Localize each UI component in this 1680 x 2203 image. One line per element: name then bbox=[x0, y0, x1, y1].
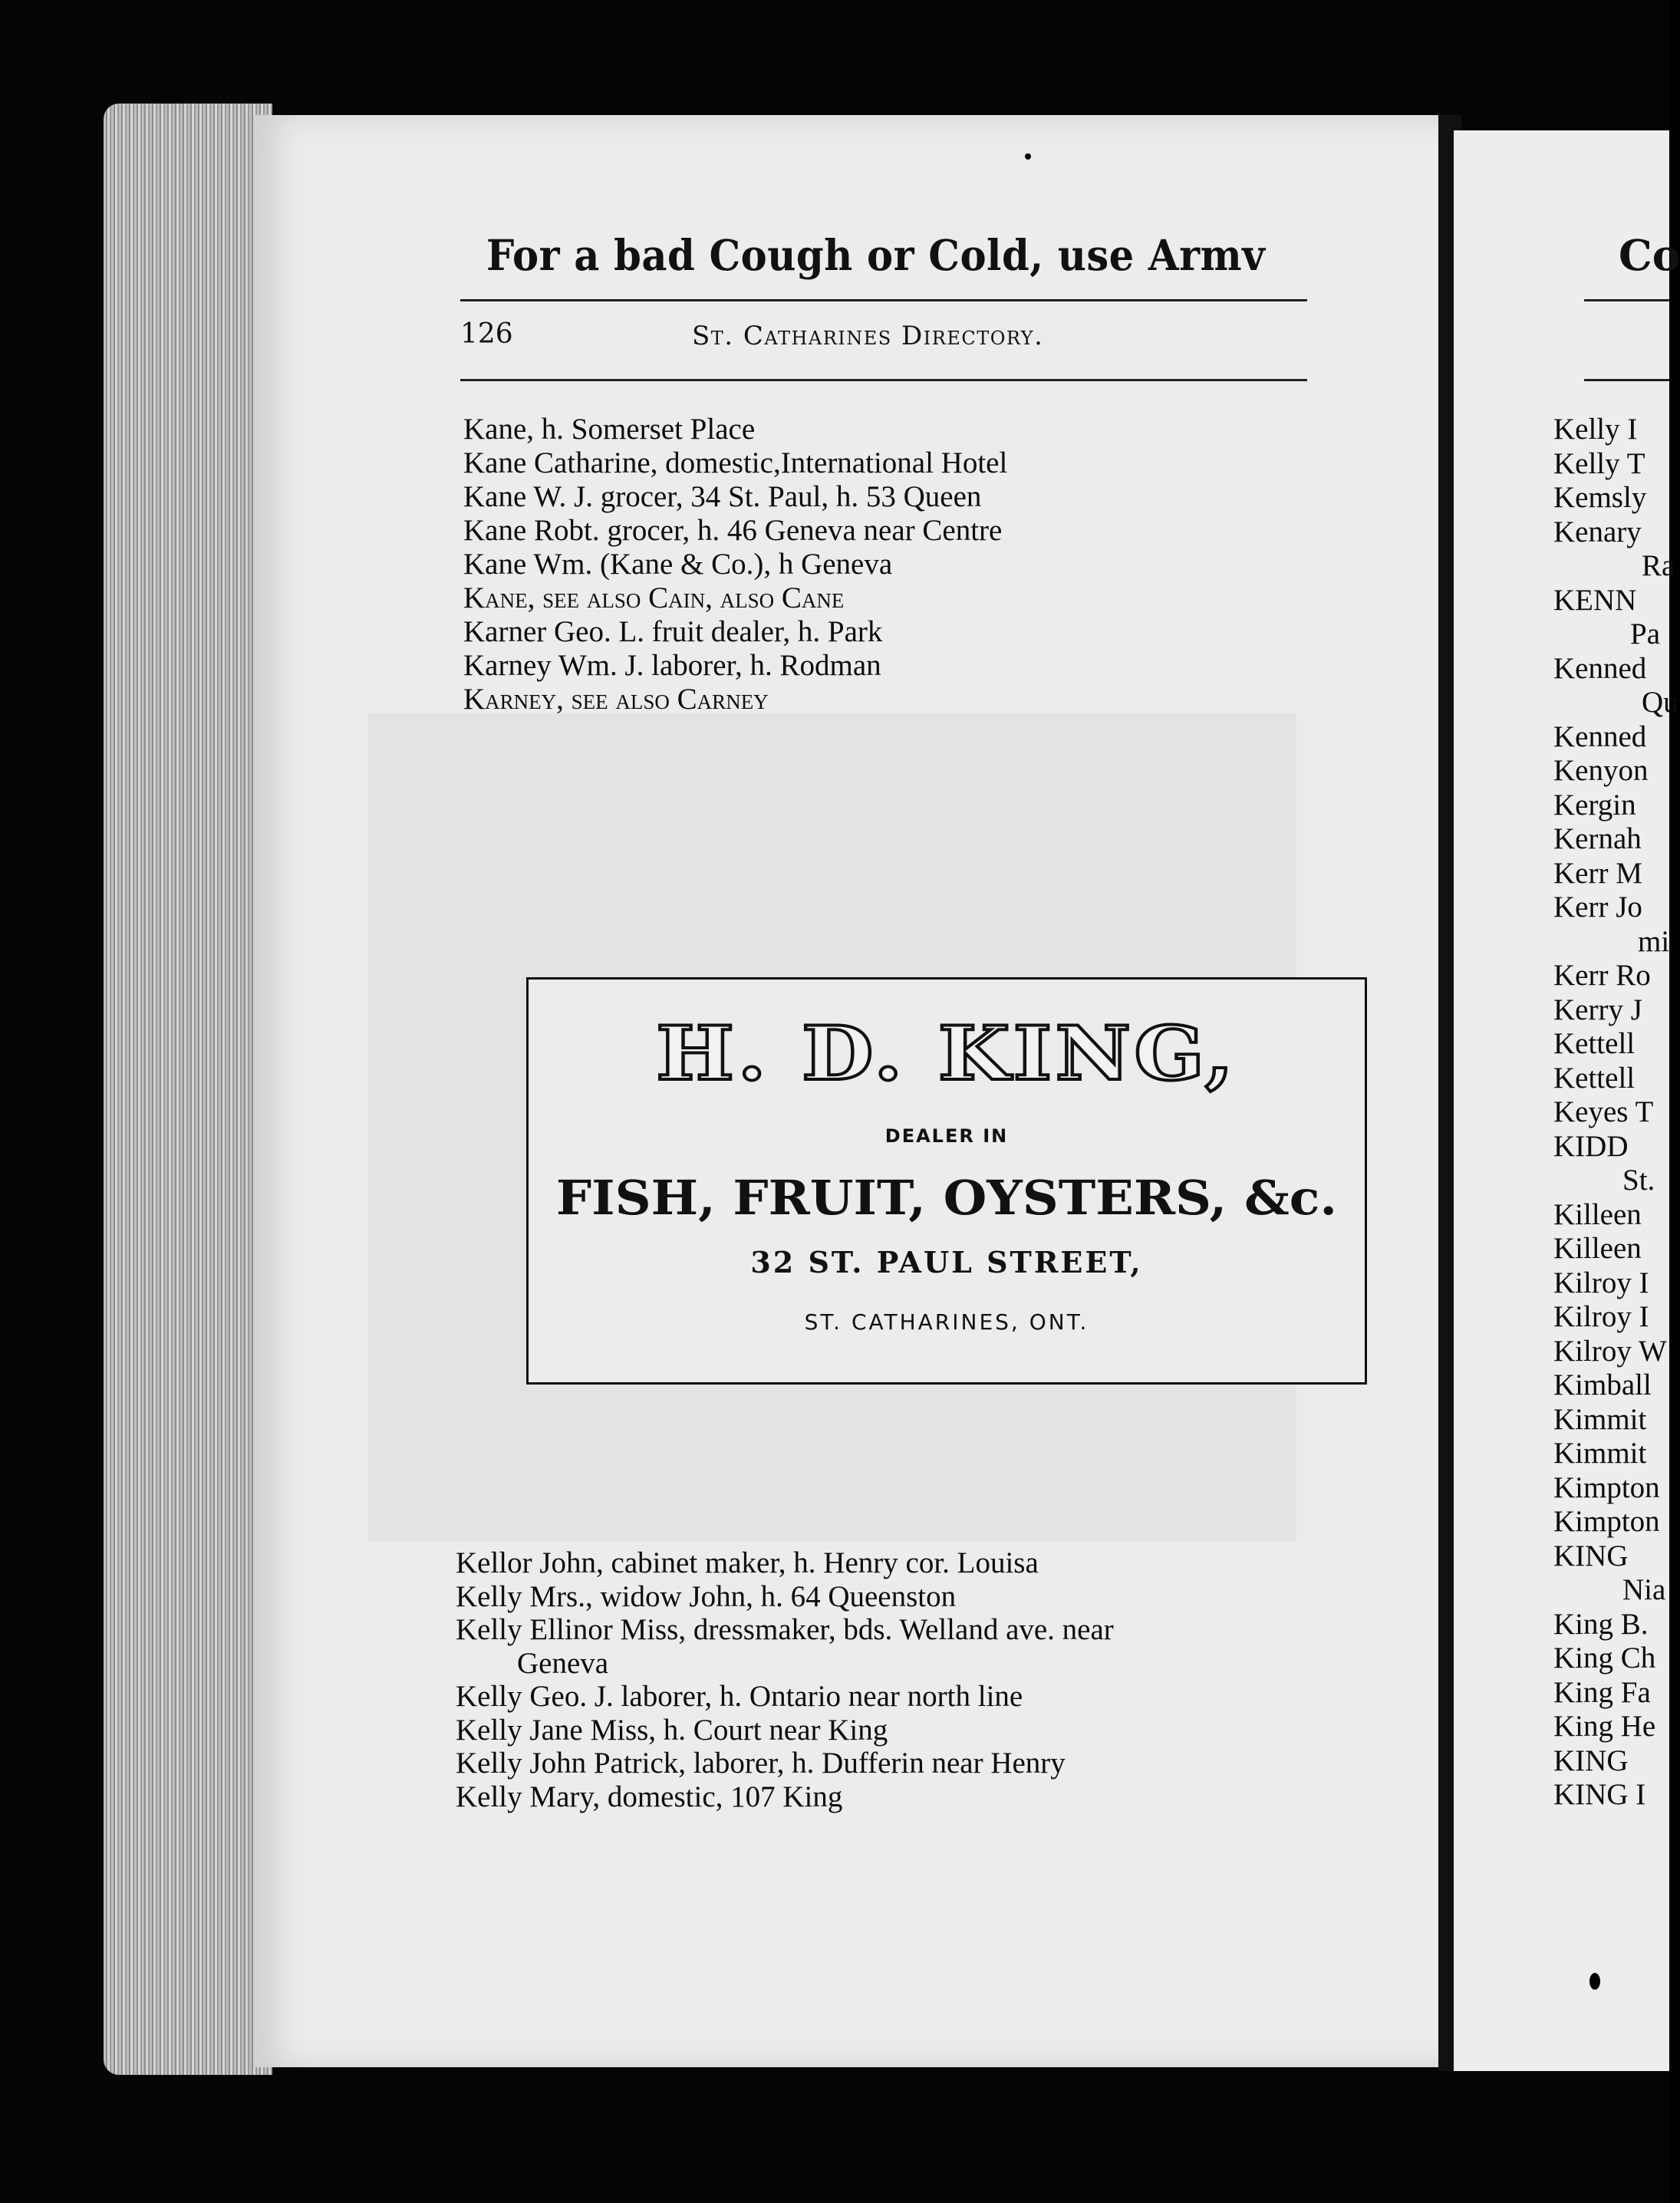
directory-entry: Kane, h. Somerset Place bbox=[463, 413, 756, 446]
right-entry-fragment: Kergin bbox=[1553, 788, 1636, 822]
ad-street-address: 32 ST. PAUL STREET, bbox=[750, 1245, 1143, 1279]
right-running-head-rule bbox=[1584, 379, 1669, 381]
right-entry-fragment: Kimball bbox=[1553, 1368, 1652, 1401]
running-head-rule bbox=[460, 379, 1307, 381]
ad-goods: FISH, FRUIT, OYSTERS, &c. bbox=[555, 1170, 1338, 1226]
right-entry-fragment: KING bbox=[1553, 1539, 1629, 1572]
ad-tagline: DEALER IN bbox=[884, 1125, 1009, 1147]
right-entry-fragment: King He bbox=[1553, 1710, 1656, 1743]
running-head: St. Catharines Directory. bbox=[692, 321, 1044, 351]
right-entry-fragment: mi bbox=[1638, 924, 1670, 958]
directory-entry: Kelly Mary, domestic, 107 King bbox=[456, 1780, 843, 1813]
right-entry-fragment: Kerr Ro bbox=[1553, 959, 1651, 992]
right-entry-fragment: Kilroy I bbox=[1553, 1266, 1649, 1299]
right-entry-fragment: Killeen bbox=[1553, 1197, 1642, 1231]
ad-business-name: H. D. KING, bbox=[656, 1010, 1237, 1097]
right-entry-fragment: Nia bbox=[1622, 1573, 1666, 1606]
right-entry-fragment: Kenyon bbox=[1553, 754, 1649, 787]
right-entry-fragment: Kimpton bbox=[1553, 1505, 1660, 1538]
right-entry-fragment: Ra bbox=[1642, 549, 1675, 582]
directory-entry: Kane W. J. grocer, 34 St. Paul, h. 53 Queen bbox=[463, 480, 982, 513]
right-entry-fragment: Keyes T bbox=[1553, 1095, 1654, 1128]
advertisement-box bbox=[526, 977, 1367, 1385]
book-page-edges bbox=[104, 104, 272, 2075]
ink-speck bbox=[1025, 153, 1031, 160]
right-entry-fragment: KING I bbox=[1553, 1778, 1646, 1811]
directory-entry: Kelly Jane Miss, h. Court near King bbox=[456, 1713, 888, 1747]
right-header-rule bbox=[1584, 299, 1669, 301]
right-entry-fragment: Kimmit bbox=[1553, 1437, 1647, 1470]
directory-entry: Kelly Geo. J. laborer, h. Ontario near north line bbox=[456, 1680, 1023, 1713]
ink-speck bbox=[1589, 1973, 1600, 1990]
right-entry-fragment: Kilroy I bbox=[1553, 1300, 1649, 1333]
directory-entry: Kane Robt. grocer, h. 46 Geneva near Centre bbox=[463, 514, 1003, 547]
directory-entry-continuation: Geneva bbox=[517, 1646, 609, 1680]
right-entry-fragment: KIDD bbox=[1553, 1129, 1629, 1163]
directory-entry: Kane Catharine, domestic,International Hotel bbox=[463, 446, 1008, 479]
right-entry-fragment: St. bbox=[1622, 1164, 1655, 1197]
directory-entry: Kelly Mrs., widow John, h. 64 Queenston bbox=[456, 1579, 957, 1613]
right-entry-fragment: Kemsly bbox=[1553, 481, 1647, 514]
cross-reference-entry: Karney, see also Carney bbox=[463, 683, 769, 716]
right-entry-fragment: KING bbox=[1553, 1744, 1629, 1777]
right-entry-fragment: Kenary bbox=[1553, 515, 1642, 548]
right-entry-fragment: Kelly I bbox=[1553, 413, 1638, 446]
right-page-entries bbox=[1553, 413, 1678, 1813]
right-entry-fragment: Killeen bbox=[1553, 1232, 1642, 1265]
right-entry-fragment: King B. bbox=[1553, 1607, 1649, 1641]
directory-entries-top bbox=[463, 413, 1007, 716]
right-entry-fragment: Kelly T bbox=[1553, 446, 1645, 480]
header-advertisement: For a bad Cough or Cold, use Armv bbox=[486, 230, 1266, 280]
right-entry-fragment: Qu bbox=[1642, 686, 1678, 719]
page-number: 126 bbox=[460, 318, 513, 350]
right-entry-fragment: King Fa bbox=[1553, 1675, 1651, 1709]
header-rule bbox=[460, 299, 1307, 301]
directory-entry: Kellor John, cabinet maker, h. Henry cor. Louisa bbox=[456, 1546, 1039, 1579]
right-entry-fragment: Kimpton bbox=[1553, 1470, 1660, 1504]
right-entry-fragment: Pa bbox=[1630, 617, 1660, 650]
directory-entry: Karner Geo. L. fruit dealer, h. Park bbox=[463, 615, 883, 648]
right-page-header-fragment: Co bbox=[1619, 230, 1680, 280]
right-entry-fragment: Kimmit bbox=[1553, 1402, 1647, 1436]
right-entry-fragment: Kerr Jo bbox=[1553, 891, 1642, 924]
directory-entry: Kelly John Patrick, laborer, h. Dufferin near Henry bbox=[456, 1747, 1066, 1780]
directory-entry: Kelly Ellinor Miss, dressmaker, bds. Welland ave. near bbox=[456, 1613, 1114, 1646]
directory-entries-bottom bbox=[456, 1546, 1114, 1813]
right-entry-fragment: King Ch bbox=[1553, 1642, 1656, 1674]
right-entry-fragment: Kettell bbox=[1553, 1061, 1636, 1095]
cross-reference-entry: Kane, see also Cain, also Cane bbox=[463, 581, 845, 614]
right-entry-fragment: Kerr M bbox=[1553, 856, 1642, 890]
right-entry-fragment: Kernah bbox=[1553, 822, 1642, 855]
right-entry-fragment: Kilroy W bbox=[1553, 1334, 1667, 1368]
directory-entry: Kane Wm. (Kane & Co.), h Geneva bbox=[463, 548, 893, 581]
right-entry-fragment: Kenned bbox=[1553, 651, 1647, 685]
right-entry-fragment: Kenned bbox=[1553, 720, 1647, 753]
right-entry-fragment: KENN bbox=[1553, 583, 1637, 617]
right-entry-fragment: Kerry J bbox=[1553, 993, 1642, 1026]
right-entry-fragment: Kettell bbox=[1553, 1027, 1636, 1060]
directory-entry: Karney Wm. J. laborer, h. Rodman bbox=[463, 649, 881, 682]
ad-city: ST. CATHARINES, ONT. bbox=[804, 1309, 1089, 1335]
